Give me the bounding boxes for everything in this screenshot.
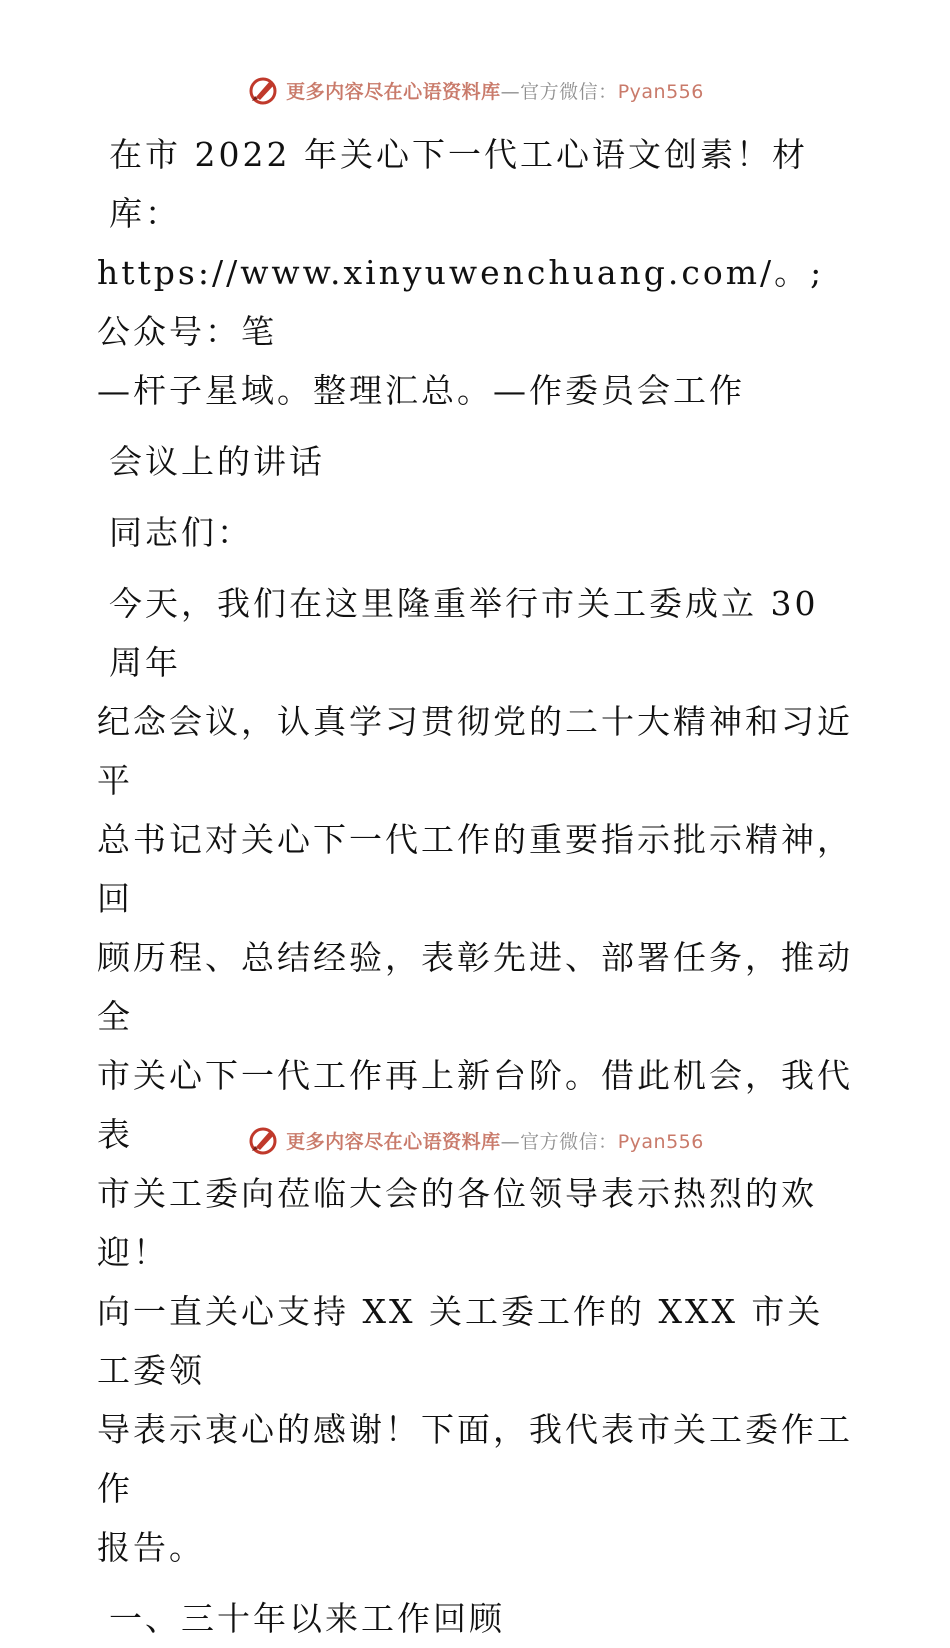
banner-text — [286, 77, 704, 104]
pen-logo-icon — [246, 1123, 280, 1157]
banner-main-text: 更多内容尽在心语资料库 — [286, 1130, 501, 1153]
body-line: 市关心下一代工作再上新台阶。借此机会，我代表 — [97, 1056, 853, 1154]
body-line: 今天，我们在这里隆重举行市关工委成立 30 周年 — [109, 584, 832, 682]
body-line: 顾历程、总结经验，表彰先进、部署任务，推动全 — [97, 938, 853, 1036]
document-body — [97, 125, 857, 1648]
banner-main-text: 更多内容尽在心语资料库 — [286, 80, 501, 103]
banner-text — [286, 1127, 704, 1154]
salutation: 同志们： — [109, 513, 253, 552]
banner-dash: — — [500, 1130, 521, 1153]
footer-watermark-banner — [0, 1118, 950, 1162]
body-line: 纪念会议，认真学习贯彻党的二十大精神和习近平 — [97, 702, 853, 800]
body-line: 总书记对关心下一代工作的重要指示批示精神，回 — [97, 820, 853, 918]
banner-wechat-label: 官方微信： — [520, 1130, 618, 1153]
body-line: 市关工委向莅临大会的各位领导表示热烈的欢迎！ — [97, 1174, 817, 1272]
body-line: 向一直关心支持 XX 关工委工作的 XXX 市关工委领 — [97, 1292, 824, 1390]
body-paragraph — [97, 574, 857, 1577]
title-line-1: 在市 2022 年关心下一代工心语文创素！材库： — [109, 135, 808, 233]
banner-wechat-id: Pyan556 — [617, 1130, 704, 1153]
title-line-3: —杆子星域。整理汇总。—作委员会工作 — [97, 371, 745, 410]
section-heading: 一、三十年以来工作回顾 — [109, 1599, 505, 1638]
body-line: 报告。 — [97, 1528, 205, 1567]
pen-logo-icon — [246, 73, 280, 107]
header-watermark-banner — [0, 68, 950, 112]
banner-dash: — — [500, 80, 521, 103]
body-line: 导表示衷心的感谢！下面，我代表市关工委作工作 — [97, 1410, 853, 1508]
title-line-2: https://www.xinyuwenchuang.com/。;公众号：笔 — [97, 253, 825, 351]
title-line-4: 会议上的讲话 — [109, 442, 325, 481]
banner-wechat-id: Pyan556 — [617, 80, 704, 103]
banner-wechat-label: 官方微信： — [520, 80, 618, 103]
